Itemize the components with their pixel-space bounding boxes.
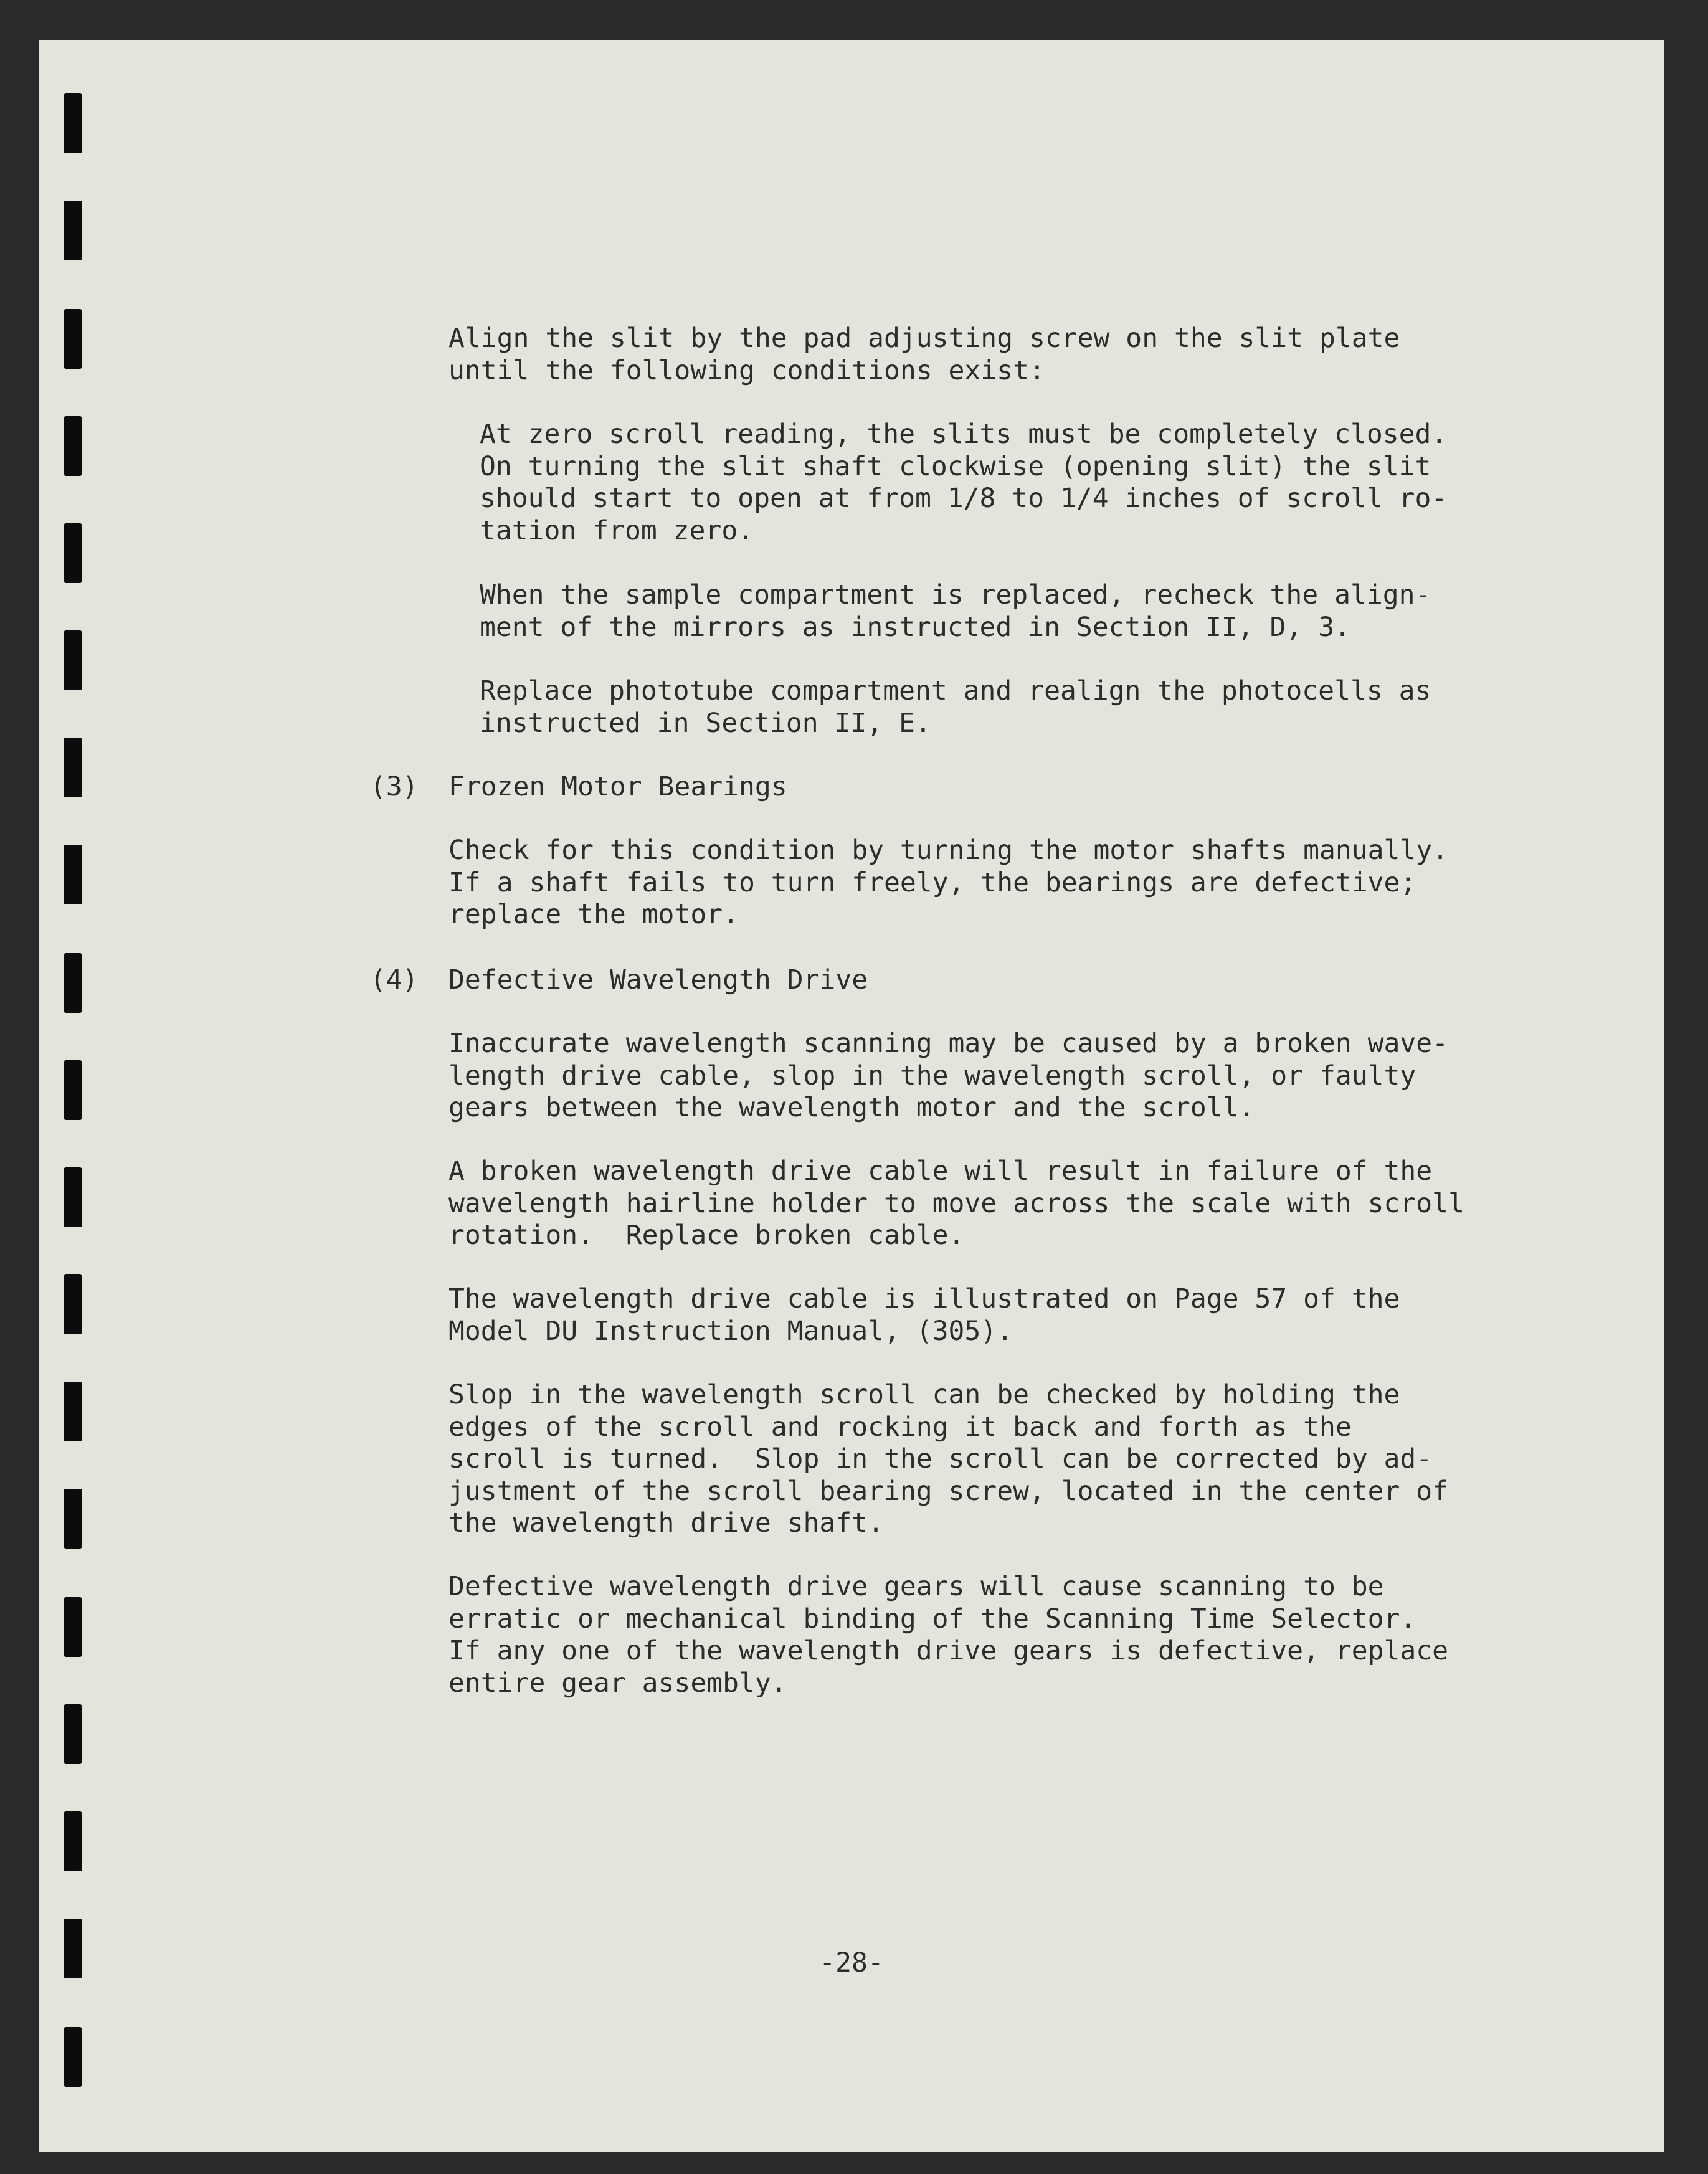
binding-hole	[64, 1489, 82, 1549]
section-body: Check for this condition by turning the motor shafts manually. If a shaft fails to turn freely, the bearings are defective; replace the motor.	[448, 835, 1449, 930]
section-paragraph: Inaccurate wavelength scanning may be caused by a broken wave- length drive cable, slop in the wavelength scroll, or faulty gears between the wavelength motor and the scroll.	[448, 1028, 1449, 1123]
section-paragraph: Defective wavelength drive gears will cause scanning to be erratic or mechanical binding of the Scanning Time Selector. If any one of the wavelength drive gears is defective, replace entire gear assembly.	[448, 1571, 1449, 1699]
condition-paragraph: At zero scroll reading, the slits must be completely closed. On turning the slit shaft clockwise (opening slit) the slit should start to open at from 1/8 to 1/4 inches of scroll ro- tation from zero.	[480, 419, 1448, 546]
binding-hole	[64, 93, 82, 153]
binding-hole	[64, 1274, 82, 1334]
binding-hole	[64, 1167, 82, 1227]
section-number: (4)	[370, 964, 419, 995]
binding-hole	[64, 953, 82, 1013]
section-heading: Defective Wavelength Drive	[448, 964, 868, 995]
section-heading: Frozen Motor Bearings	[448, 771, 787, 802]
condition-paragraph: Replace phototube compartment and realign the photocells as instructed in Section II, E.	[480, 675, 1431, 739]
intro-paragraph: Align the slit by the pad adjusting screw on the slit plate until the following conditions exist:	[448, 323, 1400, 386]
binding-hole	[64, 1704, 82, 1764]
binding-hole	[64, 1382, 82, 1441]
binding-hole	[64, 1811, 82, 1871]
binding-hole	[64, 845, 82, 904]
section-paragraph: Slop in the wavelength scroll can be checked by holding the edges of the scroll and rocking it back and forth as the scroll is turned. Slop in the scroll can be corrected by ad- justment of the scroll bearing screw, located in the center of the wavelength drive shaft.	[448, 1379, 1449, 1539]
binding-hole	[64, 309, 82, 369]
binding-hole	[64, 738, 82, 797]
binding-hole	[64, 630, 82, 690]
condition-paragraph: When the sample compartment is replaced, recheck the align- ment of the mirrors as instructed in Section II, D, 3.	[480, 579, 1431, 643]
binding-hole	[64, 1597, 82, 1657]
section-number: (3)	[370, 771, 419, 802]
page-number: -28-	[819, 1947, 884, 1978]
binding-hole	[64, 2027, 82, 2087]
document-page	[39, 40, 1664, 2152]
binding-hole	[64, 523, 82, 583]
section-paragraph: A broken wavelength drive cable will result in failure of the wavelength hairline holder to move across the scale with scroll rotation. Replace broken cable.	[448, 1156, 1464, 1251]
binding-hole	[64, 416, 82, 476]
binding-hole	[64, 1060, 82, 1120]
section-paragraph: The wavelength drive cable is illustrated on Page 57 of the Model DU Instruction Manual, (305).	[448, 1283, 1400, 1347]
binding-hole	[64, 201, 82, 260]
